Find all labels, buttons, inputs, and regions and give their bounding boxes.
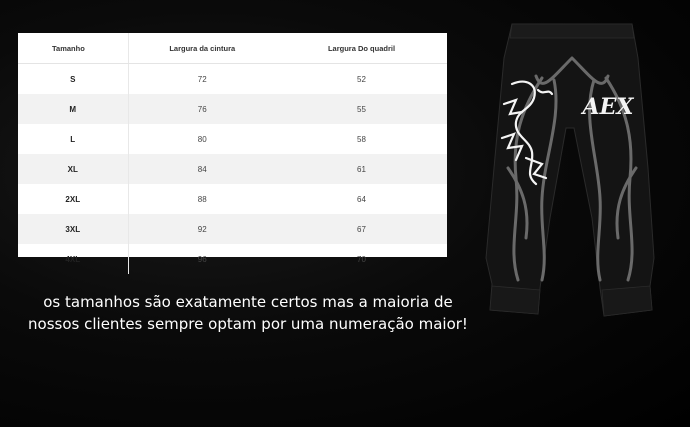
waist-cell: 80 [128, 124, 276, 154]
waist-cell: 76 [128, 94, 276, 124]
size-chart-card [18, 33, 447, 264]
pants-logo-print: AEX [582, 94, 634, 120]
table-row [18, 94, 447, 124]
size-cell: 3XL [18, 214, 128, 244]
size-cell: 2XL [65, 194, 81, 204]
black-graphic-sweatpants-image [482, 18, 658, 323]
size-cell: M [18, 94, 128, 124]
sizing-note-line-2: nossos clientes sempre optam por uma numeração maior! [28, 315, 468, 333]
hip-cell: 52 [357, 74, 366, 84]
table-row [18, 244, 447, 274]
size-cell: XL [18, 154, 128, 184]
size-cell: S [70, 74, 76, 84]
left-cuff [490, 286, 540, 314]
table-row [18, 124, 447, 154]
hip-cell: 70 [357, 254, 366, 264]
sizing-note-line-1: os tamanhos são exatamente certos mas a maioria de [43, 293, 453, 311]
size-chart-table [18, 33, 447, 274]
hip-cell: 55 [276, 94, 447, 124]
table-row [18, 154, 447, 184]
table-row [18, 64, 447, 95]
hip-cell: 61 [276, 154, 447, 184]
header-waist-width: Largura da cintura [128, 33, 276, 64]
sweatpants-waistband [510, 24, 634, 38]
size-cell: 4XL [65, 254, 81, 264]
waist-cell: 72 [128, 64, 276, 95]
table-row [18, 214, 447, 244]
header-size: Tamanho [18, 33, 128, 64]
hip-cell: 58 [357, 134, 366, 144]
waist-cell: 96 [128, 244, 276, 274]
waist-cell: 84 [128, 154, 276, 184]
hip-cell: 64 [357, 194, 366, 204]
hip-cell: 67 [276, 214, 447, 244]
waist-cell: 92 [128, 214, 276, 244]
waist-cell: 88 [128, 184, 276, 214]
header-hip-width: Largura Do quadril [276, 33, 447, 64]
size-cell: L [70, 134, 76, 144]
right-cuff [602, 286, 652, 316]
size-chart-header-row [18, 33, 447, 64]
table-row [18, 184, 447, 214]
sizing-note [18, 291, 478, 335]
